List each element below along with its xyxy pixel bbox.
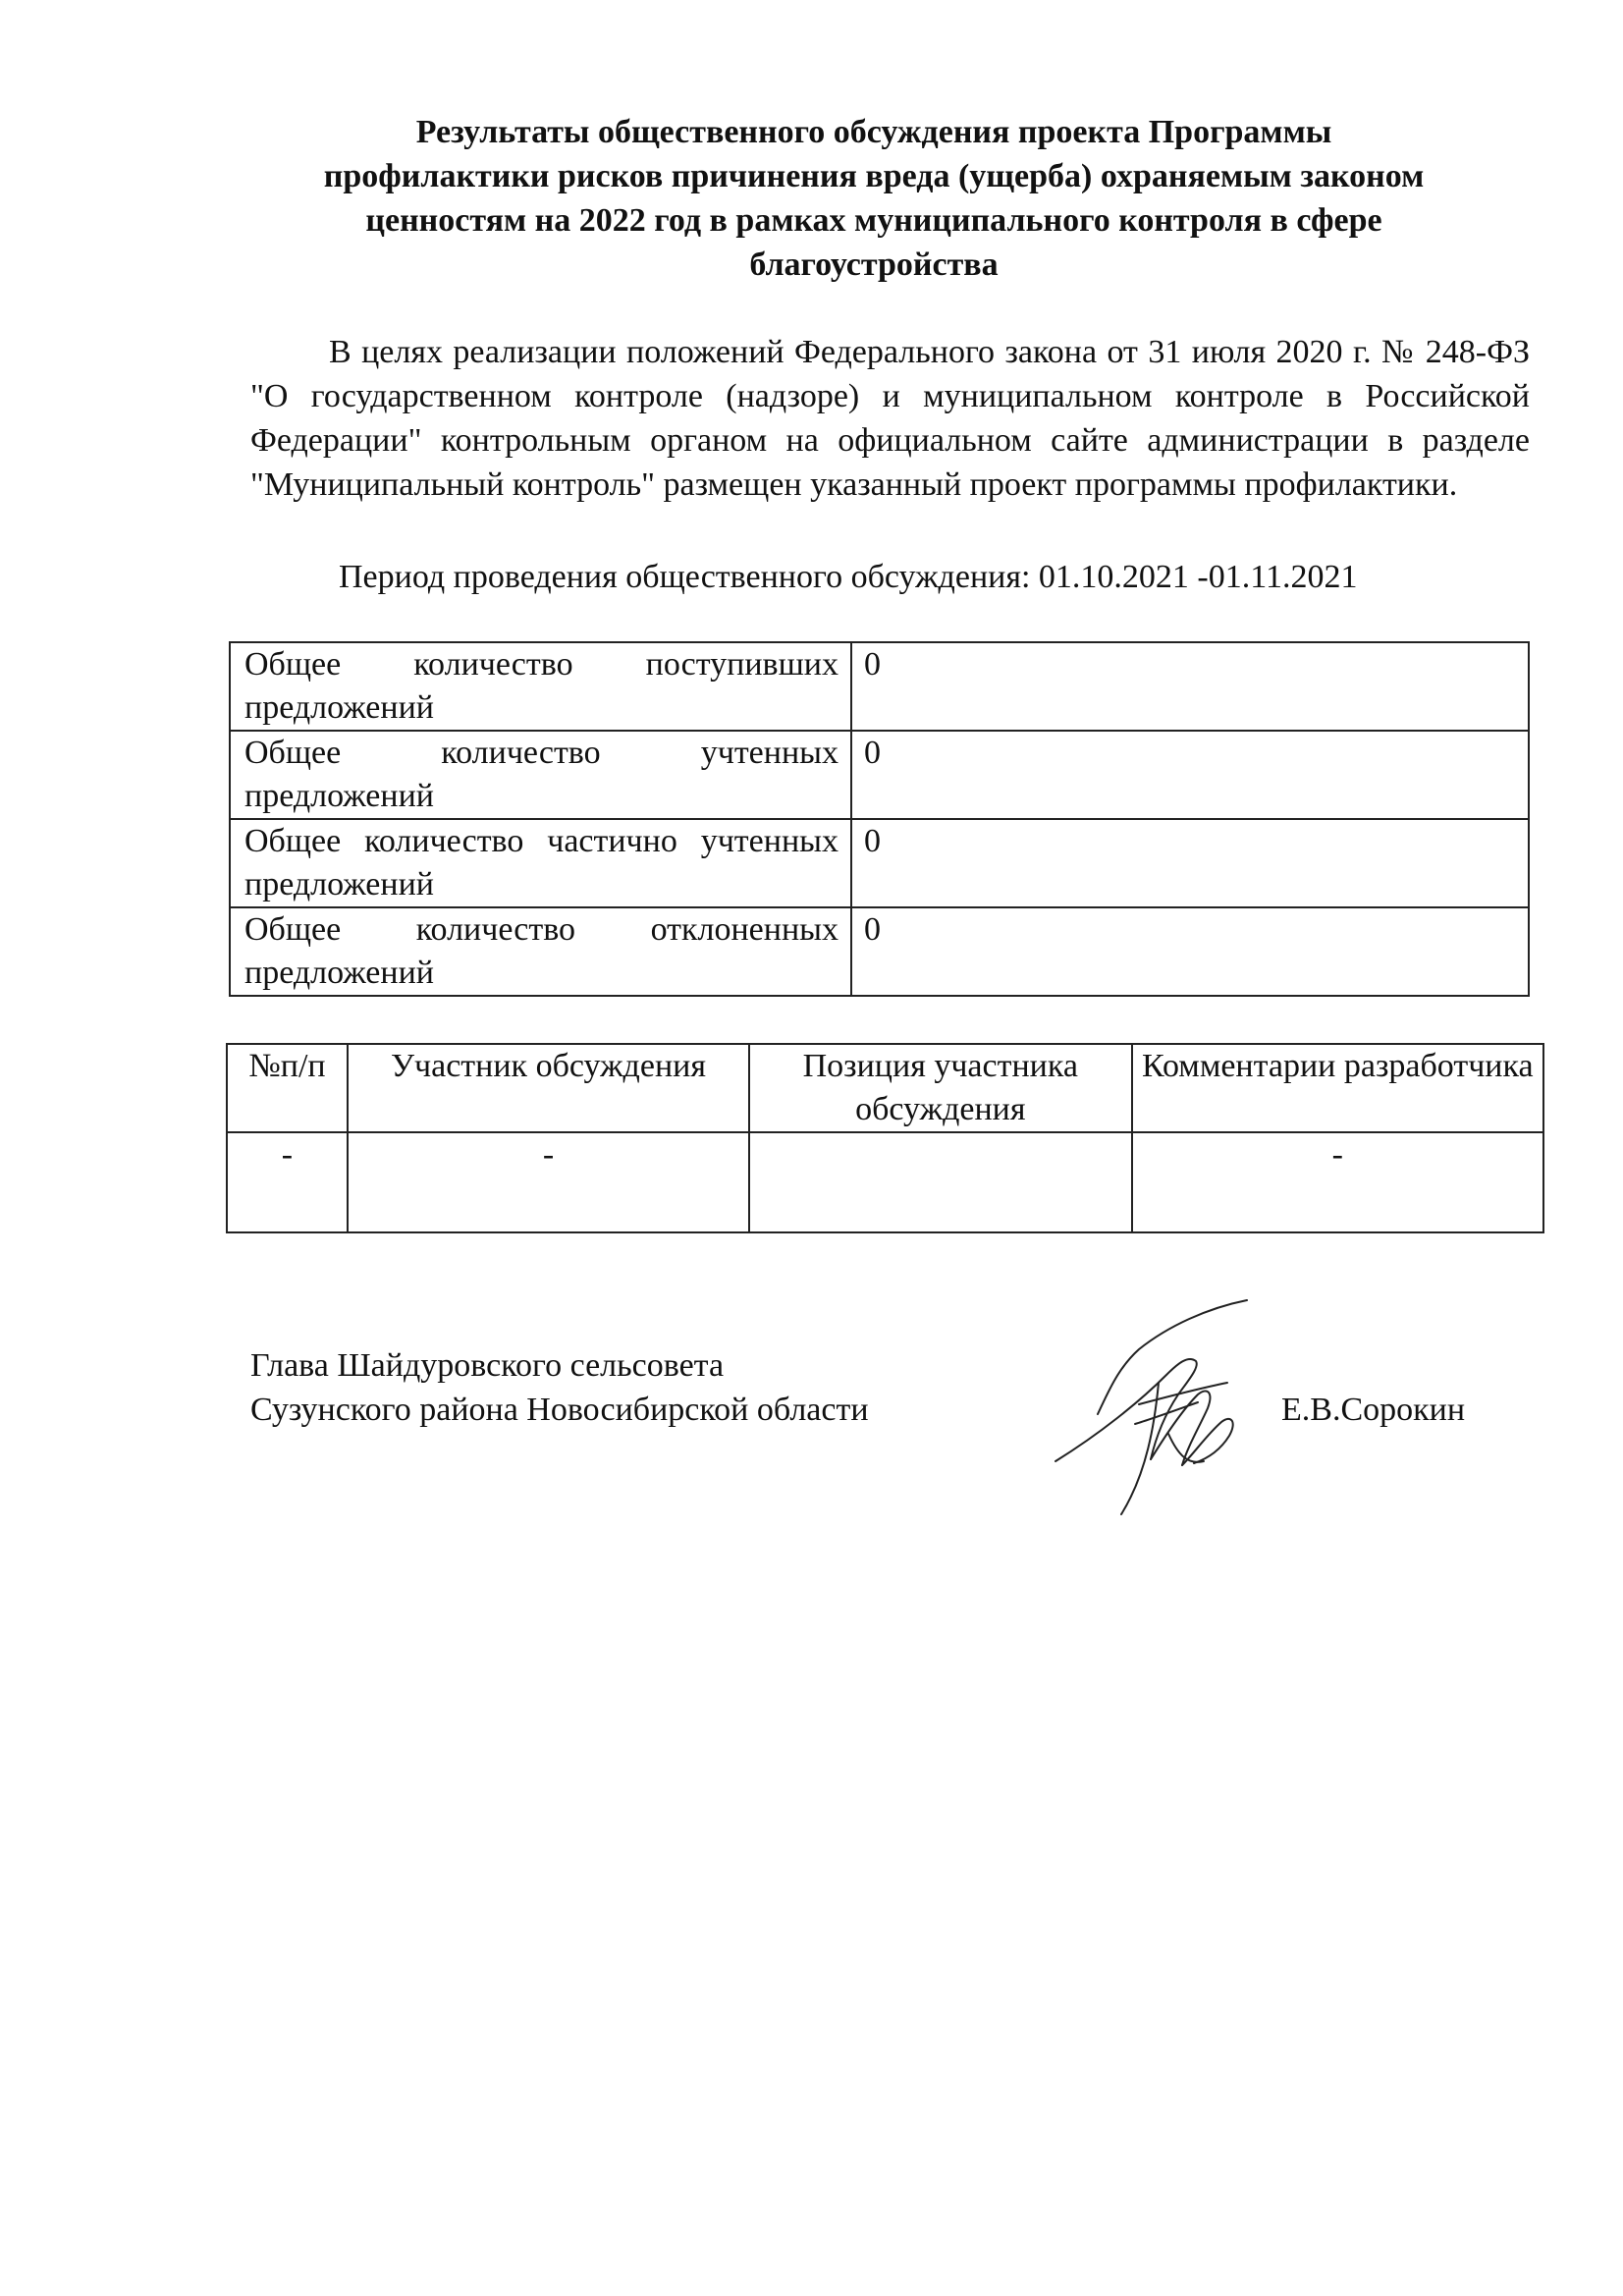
summary-table [229,641,1530,997]
summary-value: 0 [851,642,1529,731]
participants-table [226,1043,1544,1233]
table-cell: - [348,1132,749,1232]
summary-label: Общее количество поступивших предложений [230,642,851,731]
table-header-row [227,1044,1543,1132]
title-line: ценностям на 2022 год в рамках муниципального контроля в сфере [365,202,1382,239]
handwritten-signature [1041,1286,1267,1522]
column-header-number: №п/п [227,1044,348,1132]
summary-label: Общее количество отклоненных предложений [230,907,851,996]
table-cell: - [227,1132,348,1232]
column-header-participant: Участник обсуждения [348,1044,749,1132]
column-header-position: Позиция участника обсуждения [749,1044,1132,1132]
summary-value: 0 [851,907,1529,996]
title-line: Результаты общественного обсуждения проекта Программы [415,114,1332,150]
signatory-position-line: Глава Шайдуровского сельсовета [250,1347,725,1384]
summary-label: Общее количество частично учтенных предложений [230,819,851,907]
summary-label: Общее количество учтенных предложений [230,731,851,819]
table-row [230,642,1529,731]
signatory-name: Е.В.Сорокин [1281,1392,1466,1428]
table-cell [749,1132,1132,1232]
discussion-period: Период проведения общественного обсуждения: 01.10.2021 -01.11.2021 [339,559,1358,595]
title-line: благоустройства [749,246,999,283]
document-title [236,110,1512,287]
title-line: профилактики рисков причинения вреда (ущерба) охраняемым законом [323,158,1425,194]
summary-value: 0 [851,731,1529,819]
table-row [230,731,1529,819]
intro-paragraph: В целях реализации положений Федерального закона от 31 июля 2020 г. № 248-ФЗ "О государственном контроле (надзоре) и муниципальном контроле в Российской Федерации" контрольным органом на официальном сайте администрации в разделе "Муниципальный контроль" размещен указанный проект программы профилактики. [250,334,1530,503]
table-row [230,819,1529,907]
column-header-comments: Комментарии разработчика [1132,1044,1543,1132]
summary-value: 0 [851,819,1529,907]
signatory-position [250,1343,869,1432]
table-row [227,1132,1543,1232]
table-row [230,907,1529,996]
table-cell: - [1132,1132,1543,1232]
signatory-position-line: Сузунского района Новосибирской области [250,1392,869,1428]
